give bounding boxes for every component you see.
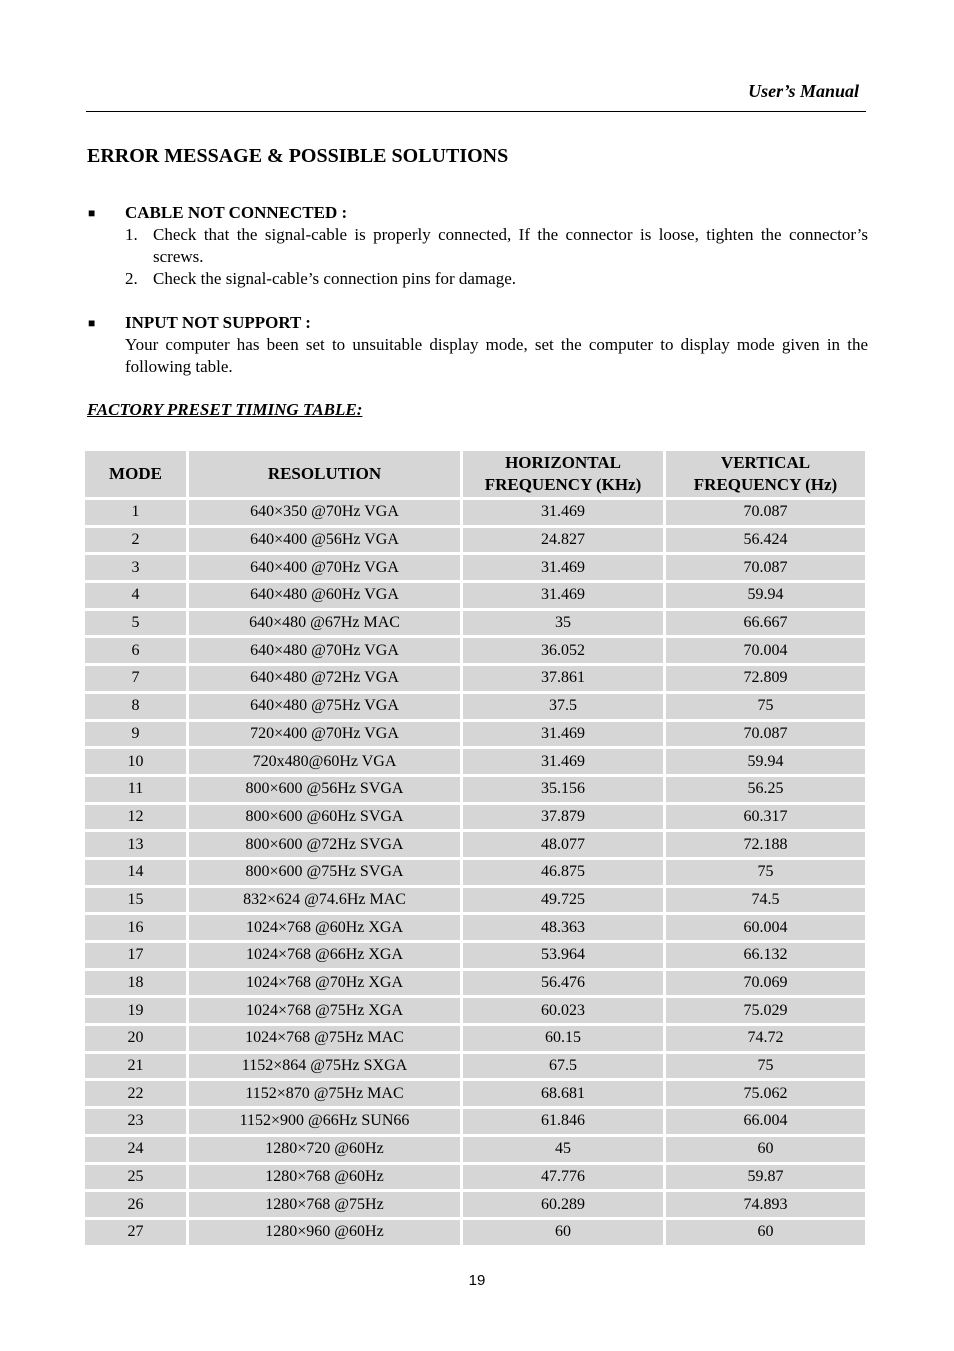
column-header-resolution: RESOLUTION [189,451,460,497]
cell-resolution: 640×350 @70Hz VGA [189,500,460,525]
cell-horizontal-frequency: 56.476 [463,971,663,996]
step-text: Check that the signal-cable is properly connected, If the connector is loose, tighten the connector’s screws. [153,225,868,266]
cell-vertical-frequency: 66.132 [666,943,865,968]
cell-mode: 4 [85,583,186,608]
table-row [85,583,865,608]
cell-mode: 1 [85,500,186,525]
table-row [85,749,865,774]
cell-resolution: 1280×768 @75Hz [189,1192,460,1217]
cell-resolution: 640×480 @60Hz VGA [189,583,460,608]
cell-vertical-frequency: 72.188 [666,832,865,857]
column-header-vertical-frequency: VERTICAL FREQUENCY (Hz) [666,451,865,497]
table-row [85,611,865,636]
cell-resolution: 800×600 @72Hz SVGA [189,832,460,857]
step-number: 1. [125,225,138,244]
cell-vertical-frequency: 70.004 [666,638,865,663]
cell-resolution: 1152×864 @75Hz SXGA [189,1054,460,1079]
cell-resolution: 1280×768 @60Hz [189,1165,460,1190]
table-row [85,528,865,553]
table-row [85,805,865,830]
cell-resolution: 800×600 @75Hz SVGA [189,860,460,885]
cell-horizontal-frequency: 31.469 [463,500,663,525]
cell-resolution: 800×600 @60Hz SVGA [189,805,460,830]
table-row [85,888,865,913]
cell-horizontal-frequency: 31.469 [463,583,663,608]
cell-horizontal-frequency: 67.5 [463,1054,663,1079]
cell-resolution: 800×600 @56Hz SVGA [189,777,460,802]
cell-vertical-frequency: 70.087 [666,722,865,747]
table-row [85,1165,865,1190]
cell-mode: 2 [85,528,186,553]
table-row [85,555,865,580]
cell-resolution: 1024×768 @66Hz XGA [189,943,460,968]
cell-mode: 18 [85,971,186,996]
square-bullet-icon: ■ [88,316,96,330]
cell-vertical-frequency: 56.424 [666,528,865,553]
table-row [85,777,865,802]
cell-horizontal-frequency: 45 [463,1137,663,1162]
cell-horizontal-frequency: 37.861 [463,666,663,691]
square-bullet-icon: ■ [88,206,96,220]
cell-mode: 21 [85,1054,186,1079]
cell-resolution: 1280×720 @60Hz [189,1137,460,1162]
table-row [85,666,865,691]
table-row [85,1026,865,1051]
cell-vertical-frequency: 75 [666,860,865,885]
cell-resolution: 640×480 @70Hz VGA [189,638,460,663]
cell-resolution: 720x480@60Hz VGA [189,749,460,774]
cell-mode: 10 [85,749,186,774]
cell-vertical-frequency: 72.809 [666,666,865,691]
cell-vertical-frequency: 59.87 [666,1165,865,1190]
cell-mode: 14 [85,860,186,885]
table-row [85,722,865,747]
cell-vertical-frequency: 60.004 [666,915,865,940]
cell-mode: 11 [85,777,186,802]
cell-vertical-frequency: 74.72 [666,1026,865,1051]
cell-resolution: 640×480 @75Hz VGA [189,694,460,719]
cell-mode: 9 [85,722,186,747]
cell-horizontal-frequency: 37.5 [463,694,663,719]
timing-table-body [85,500,865,1245]
cell-horizontal-frequency: 47.776 [463,1165,663,1190]
cell-horizontal-frequency: 31.469 [463,555,663,580]
cell-mode: 17 [85,943,186,968]
cell-horizontal-frequency: 61.846 [463,1109,663,1134]
table-caption: FACTORY PRESET TIMING TABLE: [87,400,363,419]
cell-horizontal-frequency: 35.156 [463,777,663,802]
cell-resolution: 640×400 @56Hz VGA [189,528,460,553]
cell-resolution: 1024×768 @70Hz XGA [189,971,460,996]
table-row [85,1192,865,1217]
cell-vertical-frequency: 70.087 [666,500,865,525]
cell-horizontal-frequency: 48.363 [463,915,663,940]
cell-horizontal-frequency: 36.052 [463,638,663,663]
cell-horizontal-frequency: 31.469 [463,722,663,747]
cell-horizontal-frequency: 31.469 [463,749,663,774]
cell-horizontal-frequency: 60.15 [463,1026,663,1051]
cell-vertical-frequency: 74.893 [666,1192,865,1217]
cell-mode: 23 [85,1109,186,1134]
table-row [85,500,865,525]
cell-vertical-frequency: 75.029 [666,998,865,1023]
table-row [85,971,865,996]
input-description: Your computer has been set to unsuitable display mode, set the computer to display mode given in the following table. [125,335,868,376]
cell-horizontal-frequency: 60.023 [463,998,663,1023]
cell-vertical-frequency: 59.94 [666,749,865,774]
cell-mode: 20 [85,1026,186,1051]
cell-vertical-frequency: 70.087 [666,555,865,580]
cable-steps-list [86,224,868,290]
cell-mode: 24 [85,1137,186,1162]
cell-resolution: 640×400 @70Hz VGA [189,555,460,580]
cell-horizontal-frequency: 48.077 [463,832,663,857]
cell-mode: 22 [85,1081,186,1106]
cell-mode: 27 [85,1220,186,1245]
column-header-horizontal-frequency: HORIZONTAL FREQUENCY (KHz) [463,451,663,497]
table-row [85,998,865,1023]
cell-horizontal-frequency: 53.964 [463,943,663,968]
cell-horizontal-frequency: 60 [463,1220,663,1245]
cell-mode: 12 [85,805,186,830]
timing-table [82,448,868,1248]
cell-horizontal-frequency: 68.681 [463,1081,663,1106]
table-row [85,1137,865,1162]
manual-header-title: User’s Manual [748,81,859,101]
table-row [85,694,865,719]
list-item [86,268,868,290]
cell-mode: 16 [85,915,186,940]
cell-horizontal-frequency: 35 [463,611,663,636]
cell-vertical-frequency: 60 [666,1137,865,1162]
cable-heading: CABLE NOT CONNECTED : [125,203,348,222]
page-number: 19 [468,1272,486,1289]
table-header-row [85,451,865,497]
cell-mode: 6 [85,638,186,663]
cell-vertical-frequency: 60.317 [666,805,865,830]
cell-resolution: 1152×900 @66Hz SUN66 [189,1109,460,1134]
cable-not-connected-section [86,202,868,290]
cell-horizontal-frequency: 37.879 [463,805,663,830]
table-row [85,915,865,940]
cell-vertical-frequency: 66.004 [666,1109,865,1134]
cell-resolution: 1024×768 @60Hz XGA [189,915,460,940]
table-row [85,1054,865,1079]
cell-vertical-frequency: 74.5 [666,888,865,913]
cell-mode: 19 [85,998,186,1023]
cell-vertical-frequency: 70.069 [666,971,865,996]
cell-mode: 7 [85,666,186,691]
cell-resolution: 1024×768 @75Hz MAC [189,1026,460,1051]
table-row [85,638,865,663]
cell-horizontal-frequency: 46.875 [463,860,663,885]
cell-mode: 25 [85,1165,186,1190]
cell-vertical-frequency: 75 [666,1054,865,1079]
list-item [86,224,868,268]
table-row [85,1081,865,1106]
cell-horizontal-frequency: 24.827 [463,528,663,553]
cell-mode: 5 [85,611,186,636]
cell-horizontal-frequency: 49.725 [463,888,663,913]
cell-resolution: 640×480 @67Hz MAC [189,611,460,636]
cell-mode: 26 [85,1192,186,1217]
cell-resolution: 640×480 @72Hz VGA [189,666,460,691]
cell-mode: 8 [85,694,186,719]
cell-vertical-frequency: 60 [666,1220,865,1245]
table-row [85,1109,865,1134]
cell-resolution: 1280×960 @60Hz [189,1220,460,1245]
cell-vertical-frequency: 56.25 [666,777,865,802]
cell-vertical-frequency: 75 [666,694,865,719]
table-row [85,832,865,857]
column-header-mode: MODE [85,451,186,497]
cell-resolution: 720×400 @70Hz VGA [189,722,460,747]
cell-resolution: 832×624 @74.6Hz MAC [189,888,460,913]
cell-vertical-frequency: 66.667 [666,611,865,636]
cell-vertical-frequency: 75.062 [666,1081,865,1106]
cell-mode: 15 [85,888,186,913]
cell-resolution: 1152×870 @75Hz MAC [189,1081,460,1106]
table-row [85,943,865,968]
cell-horizontal-frequency: 60.289 [463,1192,663,1217]
section-title: ERROR MESSAGE & POSSIBLE SOLUTIONS [87,145,509,167]
step-number: 2. [125,269,138,288]
header-divider [86,111,866,112]
cell-mode: 3 [85,555,186,580]
cell-resolution: 1024×768 @75Hz XGA [189,998,460,1023]
table-row [85,860,865,885]
input-not-support-section [86,312,868,378]
input-heading: INPUT NOT SUPPORT : [125,313,311,332]
step-text: Check the signal-cable’s connection pins for damage. [153,269,517,288]
table-row [85,1220,865,1245]
cell-vertical-frequency: 59.94 [666,583,865,608]
cell-mode: 13 [85,832,186,857]
